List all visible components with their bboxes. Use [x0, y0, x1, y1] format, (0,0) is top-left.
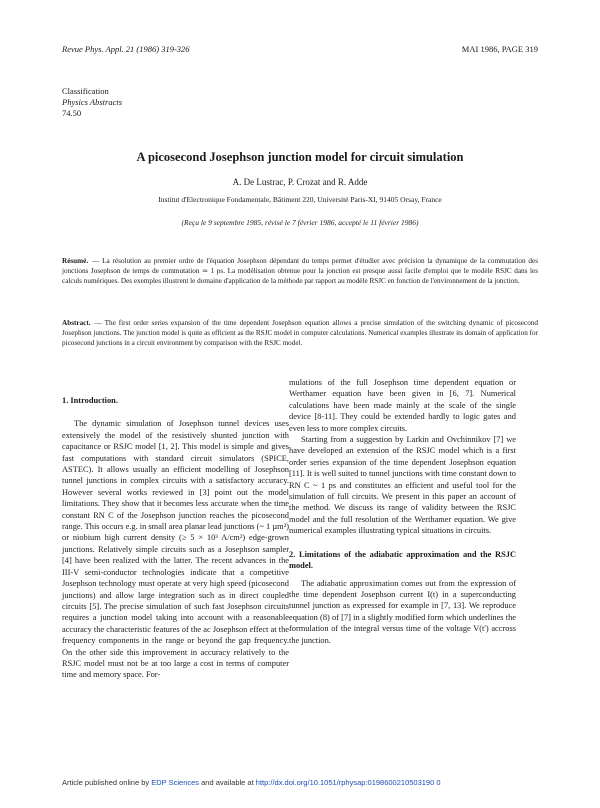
method-paragraph: Starting from a suggestion by Larkin and Ovchinnikov [7] we have developed an extension of the RSJC model which is a first order series expansion of the time dependent Josephson equation [11]. It is well suited to tunnel junctions with time constant down to RN C ~ 1 ps and constitutes an efficient and useful tool for the simulation of full circuits. We present in this paper an account of the method. We discuss its range of validity between the RSJC model and the full resolution of the Werthamer equation. We give numerical examples illustrating typical situations in circuits.: [289, 435, 516, 536]
section2-heading: 2. Limitations of the adiabatic approximation and the RSJC model.: [289, 549, 516, 571]
classification-block: [62, 86, 122, 119]
section2-paragraph: The adiabatic approximation comes out from the expression of the time dependent Josephson current I(t) in a superconducting tunnel junction as expressed for example in [7, 13]. We reproduce equation (8) of [7] in a slightly modified form which underlines the formulation of the integral versus time of the voltage V(t') accross the junction.: [289, 578, 516, 645]
footer-prefix: Article published online by: [62, 778, 150, 787]
classification-code: 74.50: [62, 108, 82, 118]
received-dates: (Reçu le 9 septembre 1985, révisé le 7 février 1986, accepté le 11 février 1986): [181, 218, 419, 227]
introduction-paragraph: The dynamic simulation of Josephson tunnel devices uses extensively the model of the resistively shunted junction with capacitance or RSJC model [1, 2]. This model is simple and gives fast computations with standard circuit simulators (SPICE, ASTEC). It allows usually an efficient modelling of Josephson tunnel junctions in complex circuits with a satisfactory accuracy. However several works reviewed in [3] point out the model limitations. They show that it becomes less accurate when the time constant RN C of the Josephson junction reaches the picosecond range. This occurs e.g. in small area planar lead junctions (~ 1 µm²) or niobium high current density (≥ 5 × 10³ A/cm²) edge-grown junctions. Relatively simple circuits such as a Josephson sampler [4] have been realized with the latter. The recent advances in the III-V semi-conductor technologies indicate that a competitive Josephson technology must operate at very high speed (picosecond junctions) and allow large integration such as in direct coupled circuits [5]. The precise simulation of such fast Josephson circuits requires a junction model taking into account with a reasonable accuracy the characteristic features of the ac Josephson effect at the frequency components in the range or beyond the gap frequency. On the other side this improvement in accuracy relatively to the RSJC model must not be at too large a cost in terms of computer time and memory space. For-: [62, 419, 289, 680]
footer-middle: and available at: [201, 778, 254, 787]
paper-title: A picosecond Josephson junction model for circuit simulation: [136, 150, 464, 164]
affiliation: Institut d'Electronique Fondamentale, Bâtiment 220, Université Paris-XI, 91405 Orsay, France: [158, 195, 442, 204]
classification-label: Classification: [62, 86, 109, 96]
abstract-block: [62, 318, 538, 349]
left-column: [62, 395, 289, 681]
abstract-label: Abstract.: [62, 319, 91, 327]
resume-label: Résumé.: [62, 257, 89, 265]
journal-citation: Revue Phys. Appl. 21 (1986) 319-326: [62, 44, 190, 54]
publication-footer: [62, 778, 441, 787]
introduction-heading: 1. Introduction.: [62, 396, 118, 405]
resume-block: [62, 256, 538, 287]
issue-date-page: MAI 1986, PAGE 319: [461, 44, 538, 54]
right-column: [289, 377, 516, 646]
doi-link[interactable]: http://dx.doi.org/10.1051/rphysap:0198600210503190 0: [255, 778, 441, 787]
publisher-link[interactable]: EDP Sciences: [151, 778, 200, 787]
classification-source: Physics Abstracts: [62, 97, 123, 107]
abstract-text: — The first order series expansion of the time dependent Josephson equation allows a precise simulation of the switching dynamic of picosecond Josephson junctions. The junction model is quite as efficient as the RSJC model in computer calculations. Numerical examples illustrate its domain of application for picosecond junctions in a circuit environment by comparison with the RSJC model.: [62, 319, 538, 348]
resume-text: — La résolution au premier ordre de l'équation Josephson dépendant du temps permet d'étudier avec précision la dynamique de la commutation des jonctions Josephson de temps de commutation ≃ 1 ps. La modélisation obtenue pour la jonction est presque aussi facile d'emploi que le modèle RSJC dans les calculs numériques. Des exemples illustrent le domaine d'application de la méthode par rapport au modèle RSJC en fonction de l'environnement de la jonction.: [62, 257, 538, 286]
continuation-paragraph: mulations of the full Josephson time dependent equation or Werthamer equation have been given in [6, 7]. Numerical calculations have been made mainly at the scale of the single device [8-11]. They could be extended hardly to logic gates and even less to more complex circuits.: [289, 378, 516, 433]
authors: A. De Lustrac, P. Crozat and R. Adde: [232, 177, 368, 187]
